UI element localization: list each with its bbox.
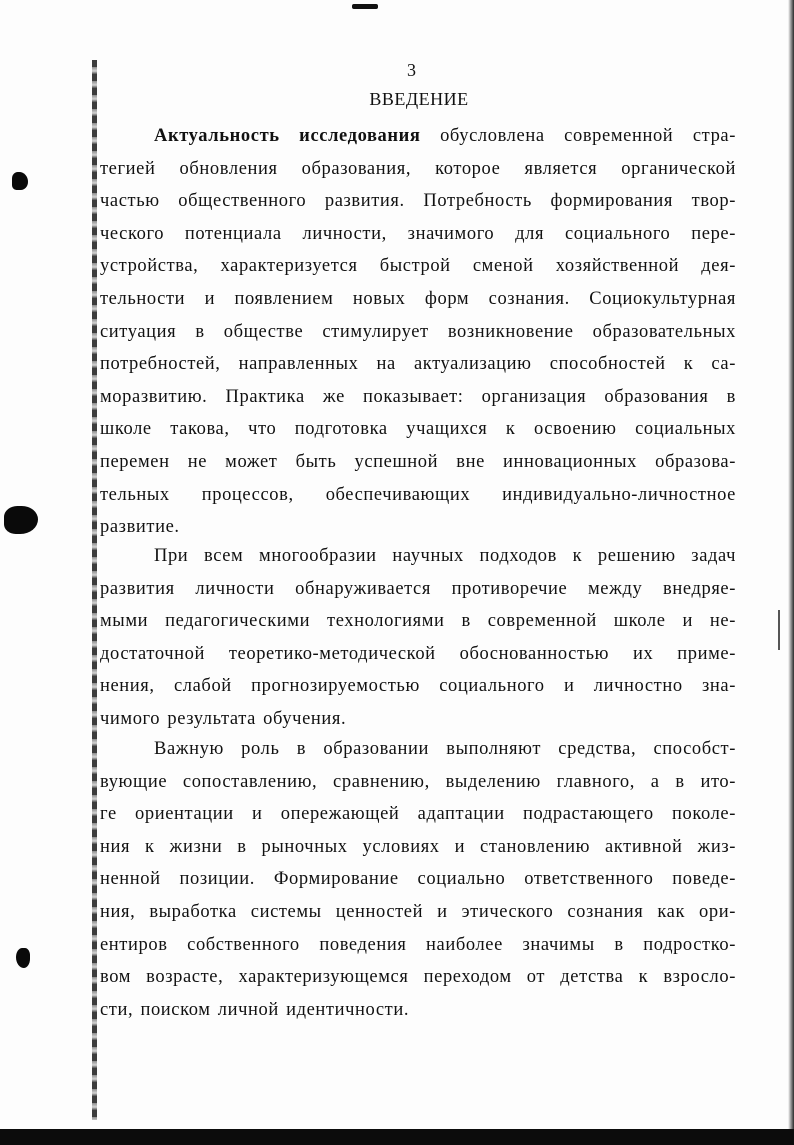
paragraph-line: мыми педагогическими технологиями в современной школе и не- xyxy=(100,611,736,632)
paragraph-line: ситуация в обществе стимулирует возникновение образовательных xyxy=(100,321,736,342)
paragraph-line: ненной позиции. Формирование социально ответственного поведе- xyxy=(100,869,736,890)
paragraph-line: достаточной теоретико-методической обоснованностью их приме- xyxy=(100,643,736,664)
paragraph-line: вующие сопоставлению, сравнению, выделению главного, а в ито- xyxy=(100,771,736,792)
paragraph-line: Важную роль в образовании выполняют средства, способст- xyxy=(154,739,736,759)
paragraph-line: частью общественного развития. Потребность формирования твор- xyxy=(100,191,736,212)
paragraph-line: развития личности обнаруживается противоречие между внедряе- xyxy=(100,578,736,599)
paragraph-line: вом возрасте, характеризующемся переходом от детства к взросло- xyxy=(100,967,736,988)
paragraph-line: чимого результата обучения. xyxy=(100,708,347,729)
paragraph-line: нения, слабой прогнозируемостью социального и личностно зна- xyxy=(100,676,736,697)
paragraph-line: тельных процессов, обеспечивающих индивидуально-личностное xyxy=(100,484,736,505)
paragraph-line: Актуальность исследования обусловлена современной стра- xyxy=(154,126,736,146)
page-edge-shadow xyxy=(788,0,794,1130)
paragraph-line: ентиров собственного поведения наиболее значимы в подростко- xyxy=(100,934,736,955)
paragraph-line: потребностей, направленных на актуализацию способностей к са- xyxy=(100,354,736,375)
page-title: ВВЕДЕНИЕ xyxy=(369,89,469,109)
paragraph-line: При всем многообразии научных подходов к решению задач xyxy=(154,546,736,566)
paragraph-line: ния к жизни в рыночных условиях и становлению активной жиз- xyxy=(100,836,736,857)
paragraph-line: устройства, характеризуется быстрой сменой хозяйственной дея- xyxy=(100,256,736,277)
lead-term: Актуальность исследования xyxy=(154,126,421,146)
scan-blot xyxy=(12,172,28,190)
binding-edge-artifact xyxy=(92,60,97,1120)
scan-blot xyxy=(16,948,30,968)
scan-mark xyxy=(352,4,378,9)
paragraph-line: сти, поиском личной идентичности. xyxy=(100,999,410,1020)
paragraph-line: развитие. xyxy=(100,517,180,538)
paragraph-line: моразвитию. Практика же показывает: организация образования в xyxy=(100,386,736,407)
paragraph-line: ге ориентации и опережающей адаптации подрастающего поколе- xyxy=(100,804,736,825)
paragraph-relevance xyxy=(100,120,736,544)
paragraph-line: школе такова, что подготовка учащихся к освоению социальных xyxy=(100,419,736,440)
paragraph-line: тельности и появлением новых форм сознания. Социокультурная xyxy=(100,288,736,309)
paragraph-line: ния, выработка системы ценностей и этического сознания как ори- xyxy=(100,901,736,922)
scan-mark xyxy=(778,610,780,650)
scan-blot xyxy=(4,506,38,534)
paragraph-line: перемен не может быть успешной вне инновационных образова- xyxy=(100,451,736,472)
page-number: 3 xyxy=(407,60,417,80)
paragraph-education-means xyxy=(100,733,736,1026)
paragraph-contradiction xyxy=(100,540,736,736)
scan-bottom-border xyxy=(0,1129,794,1145)
paragraph-line: ческого потенциала личности, значимого для социального пере- xyxy=(100,223,736,244)
paragraph-line: тегией обновления образования, которое является органической xyxy=(100,158,736,179)
